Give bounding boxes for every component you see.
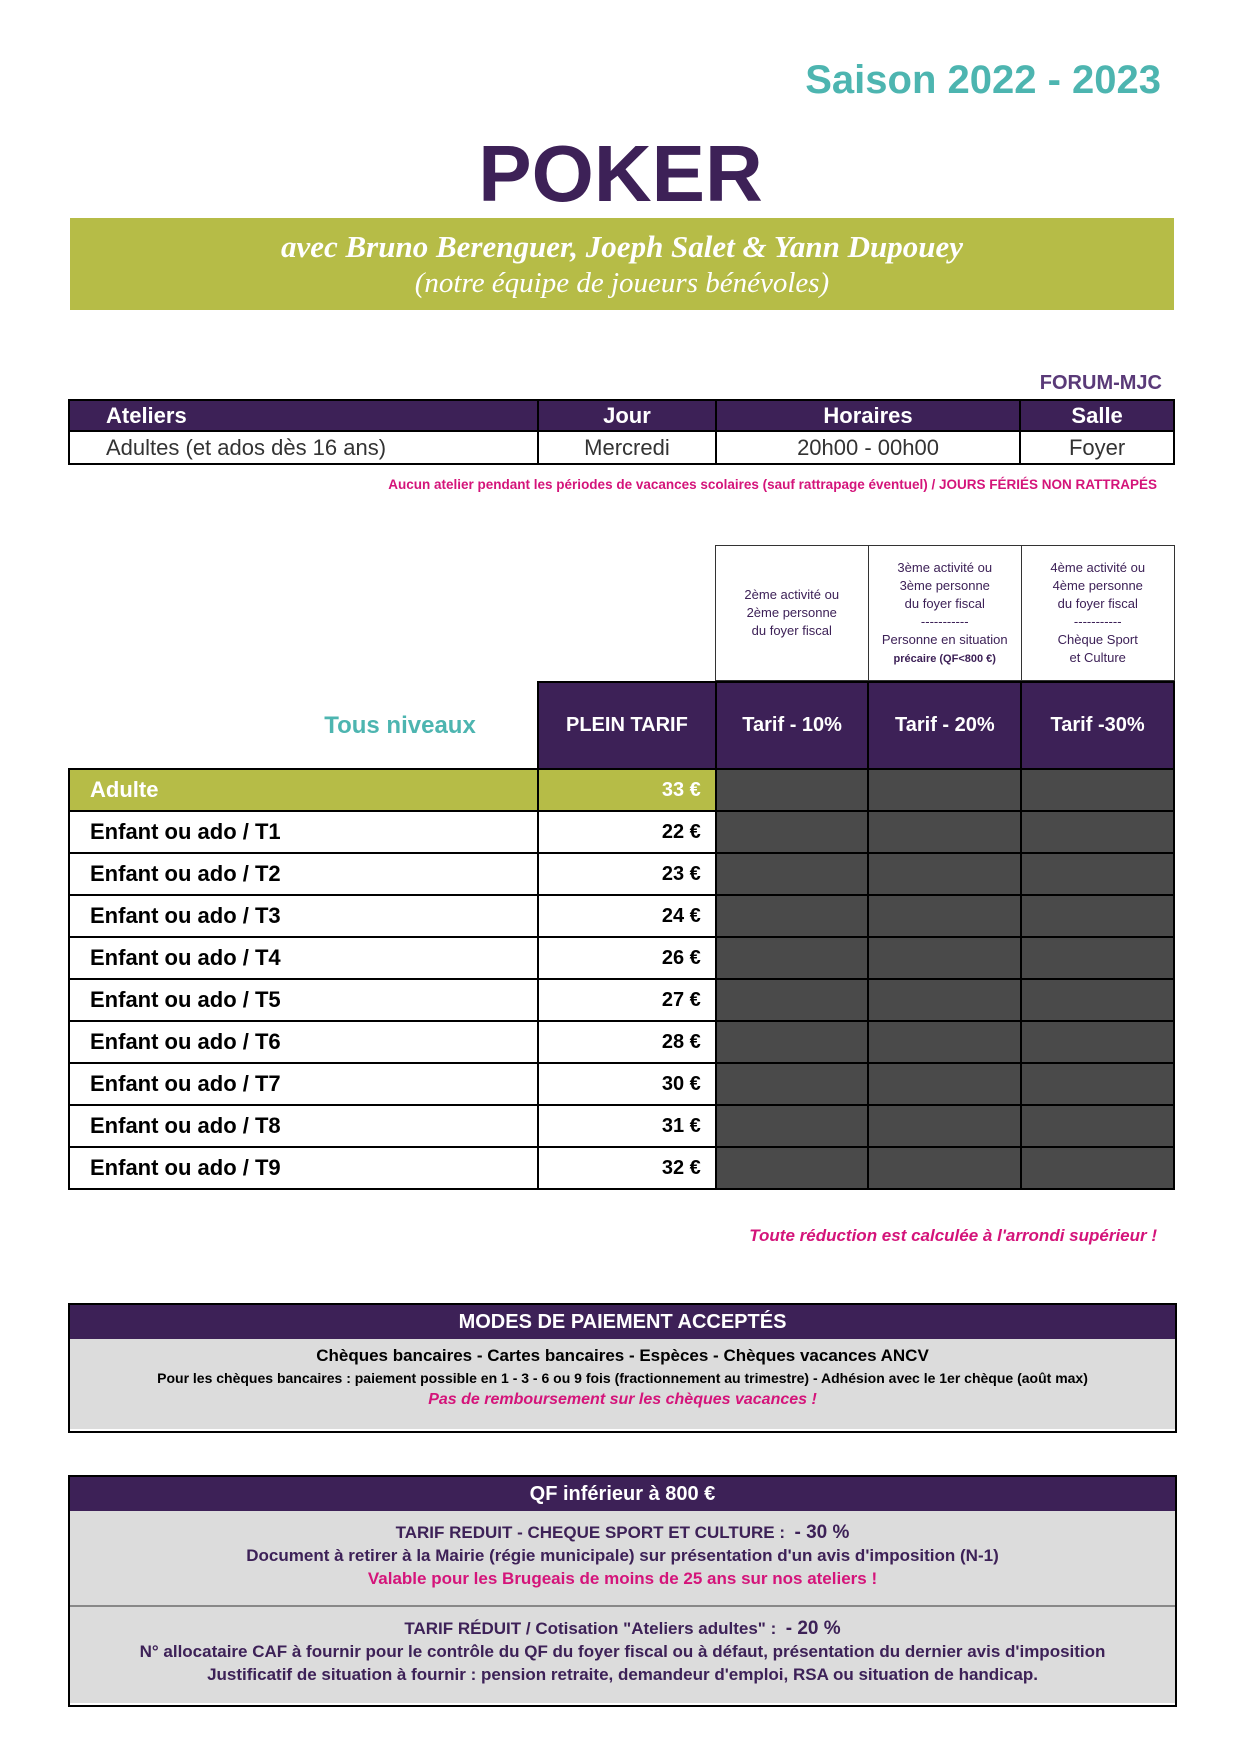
page-title: POKER (478, 129, 763, 218)
info-line: 2ème activité ou (744, 587, 840, 602)
row-cell-empty (868, 853, 1021, 895)
discount-info-20 (868, 545, 1023, 681)
qf-title: QF inférieur à 800 € (70, 1477, 1175, 1511)
row-price: 30 € (538, 1063, 716, 1105)
row-label: Enfant ou ado / T4 (69, 937, 538, 979)
qf-s2-line1: N° allocataire CAF à fournir pour le contrôle du QF du foyer fiscal ou à défaut, présentation du dernier avis d'imposition (139, 1642, 1106, 1661)
info-line: du foyer fiscal (904, 595, 985, 611)
discount-info-30 (1021, 545, 1176, 681)
tarif-row-t8 (69, 1105, 1174, 1147)
tarif-header-20: Tarif - 20% (868, 682, 1021, 769)
payment-no-refund: Pas de remboursement sur les chèques vacances ! (428, 1391, 817, 1408)
info-line: du foyer fiscal (1057, 596, 1138, 611)
discount-info-cells (716, 545, 1175, 681)
row-cell-empty (1021, 937, 1174, 979)
qf-s2-line2: Justificatif de situation à fournir : pension retraite, demandeur d'emploi, RSA ou situation de handicap. (207, 1665, 1038, 1684)
info-line: 4ème personne (1052, 578, 1143, 593)
qf-s2-heading (70, 1617, 1175, 1640)
row-cell-empty (868, 769, 1021, 811)
tarif-row-t5 (69, 979, 1174, 1021)
qf-section-sport-culture (70, 1511, 1175, 1607)
row-label: Enfant ou ado / T5 (69, 979, 538, 1021)
banner-subtitle: (notre équipe de joueurs bénévoles) (414, 267, 830, 299)
tarif-row-t2 (69, 853, 1174, 895)
row-cell-empty (868, 1063, 1021, 1105)
row-cell-empty (716, 937, 869, 979)
qf-s1-heading (70, 1521, 1175, 1544)
row-label: Enfant ou ado / T7 (69, 1063, 538, 1105)
payment-title: MODES DE PAIEMENT ACCEPTÉS (70, 1305, 1175, 1339)
qf-s2-percent: - 20 % (785, 1618, 841, 1639)
row-cell-empty (1021, 769, 1174, 811)
payment-methods: Chèques bancaires - Cartes bancaires - Espèces - Chèques vacances ANCV (316, 1346, 929, 1365)
payment-body (70, 1339, 1175, 1429)
schedule-header-row (69, 400, 1174, 431)
row-cell-empty (1021, 1063, 1174, 1105)
row-price: 23 € (538, 853, 716, 895)
row-cell-empty (716, 895, 869, 937)
row-cell-empty (716, 1021, 869, 1063)
qf-s1-line1: Document à retirer à la Mairie (régie municipale) sur présentation d'un avis d'imposition (N-1) (246, 1546, 999, 1565)
qf-s1-percent: - 30 % (794, 1522, 850, 1543)
tarif-row-t1 (69, 811, 1174, 853)
schedule-cell-jour: Mercredi (538, 431, 716, 464)
info-line: Chèque Sport (1057, 632, 1138, 647)
schedule-cell-horaires: 20h00 - 00h00 (716, 431, 1020, 464)
banner-instructors: avec Bruno Berenguer, Joeph Salet & Yann Dupouey (280, 229, 964, 264)
schedule-header-horaires: Horaires (716, 400, 1020, 431)
schedule-header-ateliers: Ateliers (69, 400, 538, 431)
payment-box (68, 1303, 1177, 1433)
row-cell-empty (716, 811, 869, 853)
schedule-header-salle: Salle (1020, 400, 1174, 431)
payment-cheque-info: Pour les chèques bancaires : paiement possible en 1 - 3 - 6 ou 9 fois (fractionnement au trimestre) - Adhésion avec le 1er chèque (août max) (157, 1370, 1088, 1386)
discount-info-10 (715, 545, 870, 681)
info-line-small: précaire (QF<800 €) (893, 652, 996, 665)
row-cell-empty (716, 979, 869, 1021)
tarif-row-t7 (69, 1063, 1174, 1105)
qf-s1-line2: Valable pour les Brugeais de moins de 25 ans sur nos ateliers ! (367, 1569, 878, 1588)
tarif-header-plein: PLEIN TARIF (538, 682, 716, 769)
tarif-table (68, 681, 1175, 1190)
row-cell-empty (868, 811, 1021, 853)
tarif-row-t9 (69, 1147, 1174, 1189)
row-price: 33 € (538, 769, 716, 811)
row-price: 32 € (538, 1147, 716, 1189)
row-price: 24 € (538, 895, 716, 937)
info-line: et Culture (1069, 650, 1126, 665)
row-cell-empty (716, 853, 869, 895)
rounding-note: Toute réduction est calculée à l'arrondi supérieur ! (749, 1226, 1157, 1245)
row-cell-empty (868, 979, 1021, 1021)
schedule-row (69, 431, 1174, 464)
row-price: 22 € (538, 811, 716, 853)
tarif-row-adulte (69, 769, 1174, 811)
schedule-cell-salle: Foyer (1020, 431, 1174, 464)
tarif-row-t3 (69, 895, 1174, 937)
row-cell-empty (716, 769, 869, 811)
row-price: 31 € (538, 1105, 716, 1147)
level-label: Tous niveaux (324, 712, 476, 739)
row-cell-empty (1021, 811, 1174, 853)
row-cell-empty (868, 1105, 1021, 1147)
row-label: Enfant ou ado / T1 (69, 811, 538, 853)
row-cell-empty (868, 1147, 1021, 1189)
info-line: 2ème personne (746, 605, 837, 620)
row-cell-empty (1021, 1105, 1174, 1147)
info-line: 3ème personne (899, 577, 990, 593)
row-cell-empty (1021, 1021, 1174, 1063)
row-cell-empty (868, 937, 1021, 979)
row-cell-empty (868, 895, 1021, 937)
tarif-header-row (69, 682, 1174, 769)
tarif-row-t4 (69, 937, 1174, 979)
row-price: 28 € (538, 1021, 716, 1063)
season-label: Saison 2022 - 2023 (805, 58, 1161, 102)
row-cell-empty (1021, 895, 1174, 937)
tarif-header-10: Tarif - 10% (716, 682, 869, 769)
info-line: du foyer fiscal (751, 623, 832, 638)
row-price: 27 € (538, 979, 716, 1021)
row-cell-empty (1021, 1147, 1174, 1189)
row-label: Enfant ou ado / T6 (69, 1021, 538, 1063)
row-cell-empty (716, 1147, 869, 1189)
info-line: 4ème activité ou (1050, 560, 1146, 575)
row-label: Enfant ou ado / T9 (69, 1147, 538, 1189)
info-line: ----------- (1073, 614, 1122, 629)
tarif-header-blank (69, 682, 538, 769)
row-label: Adulte (69, 769, 538, 811)
instructors-banner (70, 218, 1174, 310)
info-line: 3ème activité ou (897, 559, 993, 575)
holiday-note: Aucun atelier pendant les périodes de vacances scolaires (sauf rattrapage éventuel) / JOURS FÉRIÉS NON RATTRAPÉS (388, 477, 1157, 492)
tarif-row-t6 (69, 1021, 1174, 1063)
row-cell-empty (716, 1105, 869, 1147)
info-line: ----------- (920, 613, 969, 629)
schedule-table (68, 399, 1175, 465)
info-line: Personne en situation (881, 631, 1008, 647)
qf-section-adultes (70, 1607, 1175, 1703)
row-label: Enfant ou ado / T3 (69, 895, 538, 937)
row-label: Enfant ou ado / T2 (69, 853, 538, 895)
row-cell-empty (1021, 853, 1174, 895)
row-cell-empty (868, 1021, 1021, 1063)
row-cell-empty (716, 1063, 869, 1105)
qf-s2-title: TARIF RÉDUIT / Cotisation "Ateliers adultes" : (404, 1619, 777, 1638)
row-label: Enfant ou ado / T8 (69, 1105, 538, 1147)
qf-box (68, 1475, 1177, 1707)
venue-label: FORUM-MJC (1039, 372, 1162, 394)
tarif-header-30: Tarif -30% (1021, 682, 1174, 769)
qf-s1-title: TARIF REDUIT - CHEQUE SPORT ET CULTURE : (395, 1523, 786, 1542)
schedule-cell-atelier: Adultes (et ados dès 16 ans) (69, 431, 538, 464)
row-cell-empty (1021, 979, 1174, 1021)
row-price: 26 € (538, 937, 716, 979)
schedule-header-jour: Jour (538, 400, 716, 431)
